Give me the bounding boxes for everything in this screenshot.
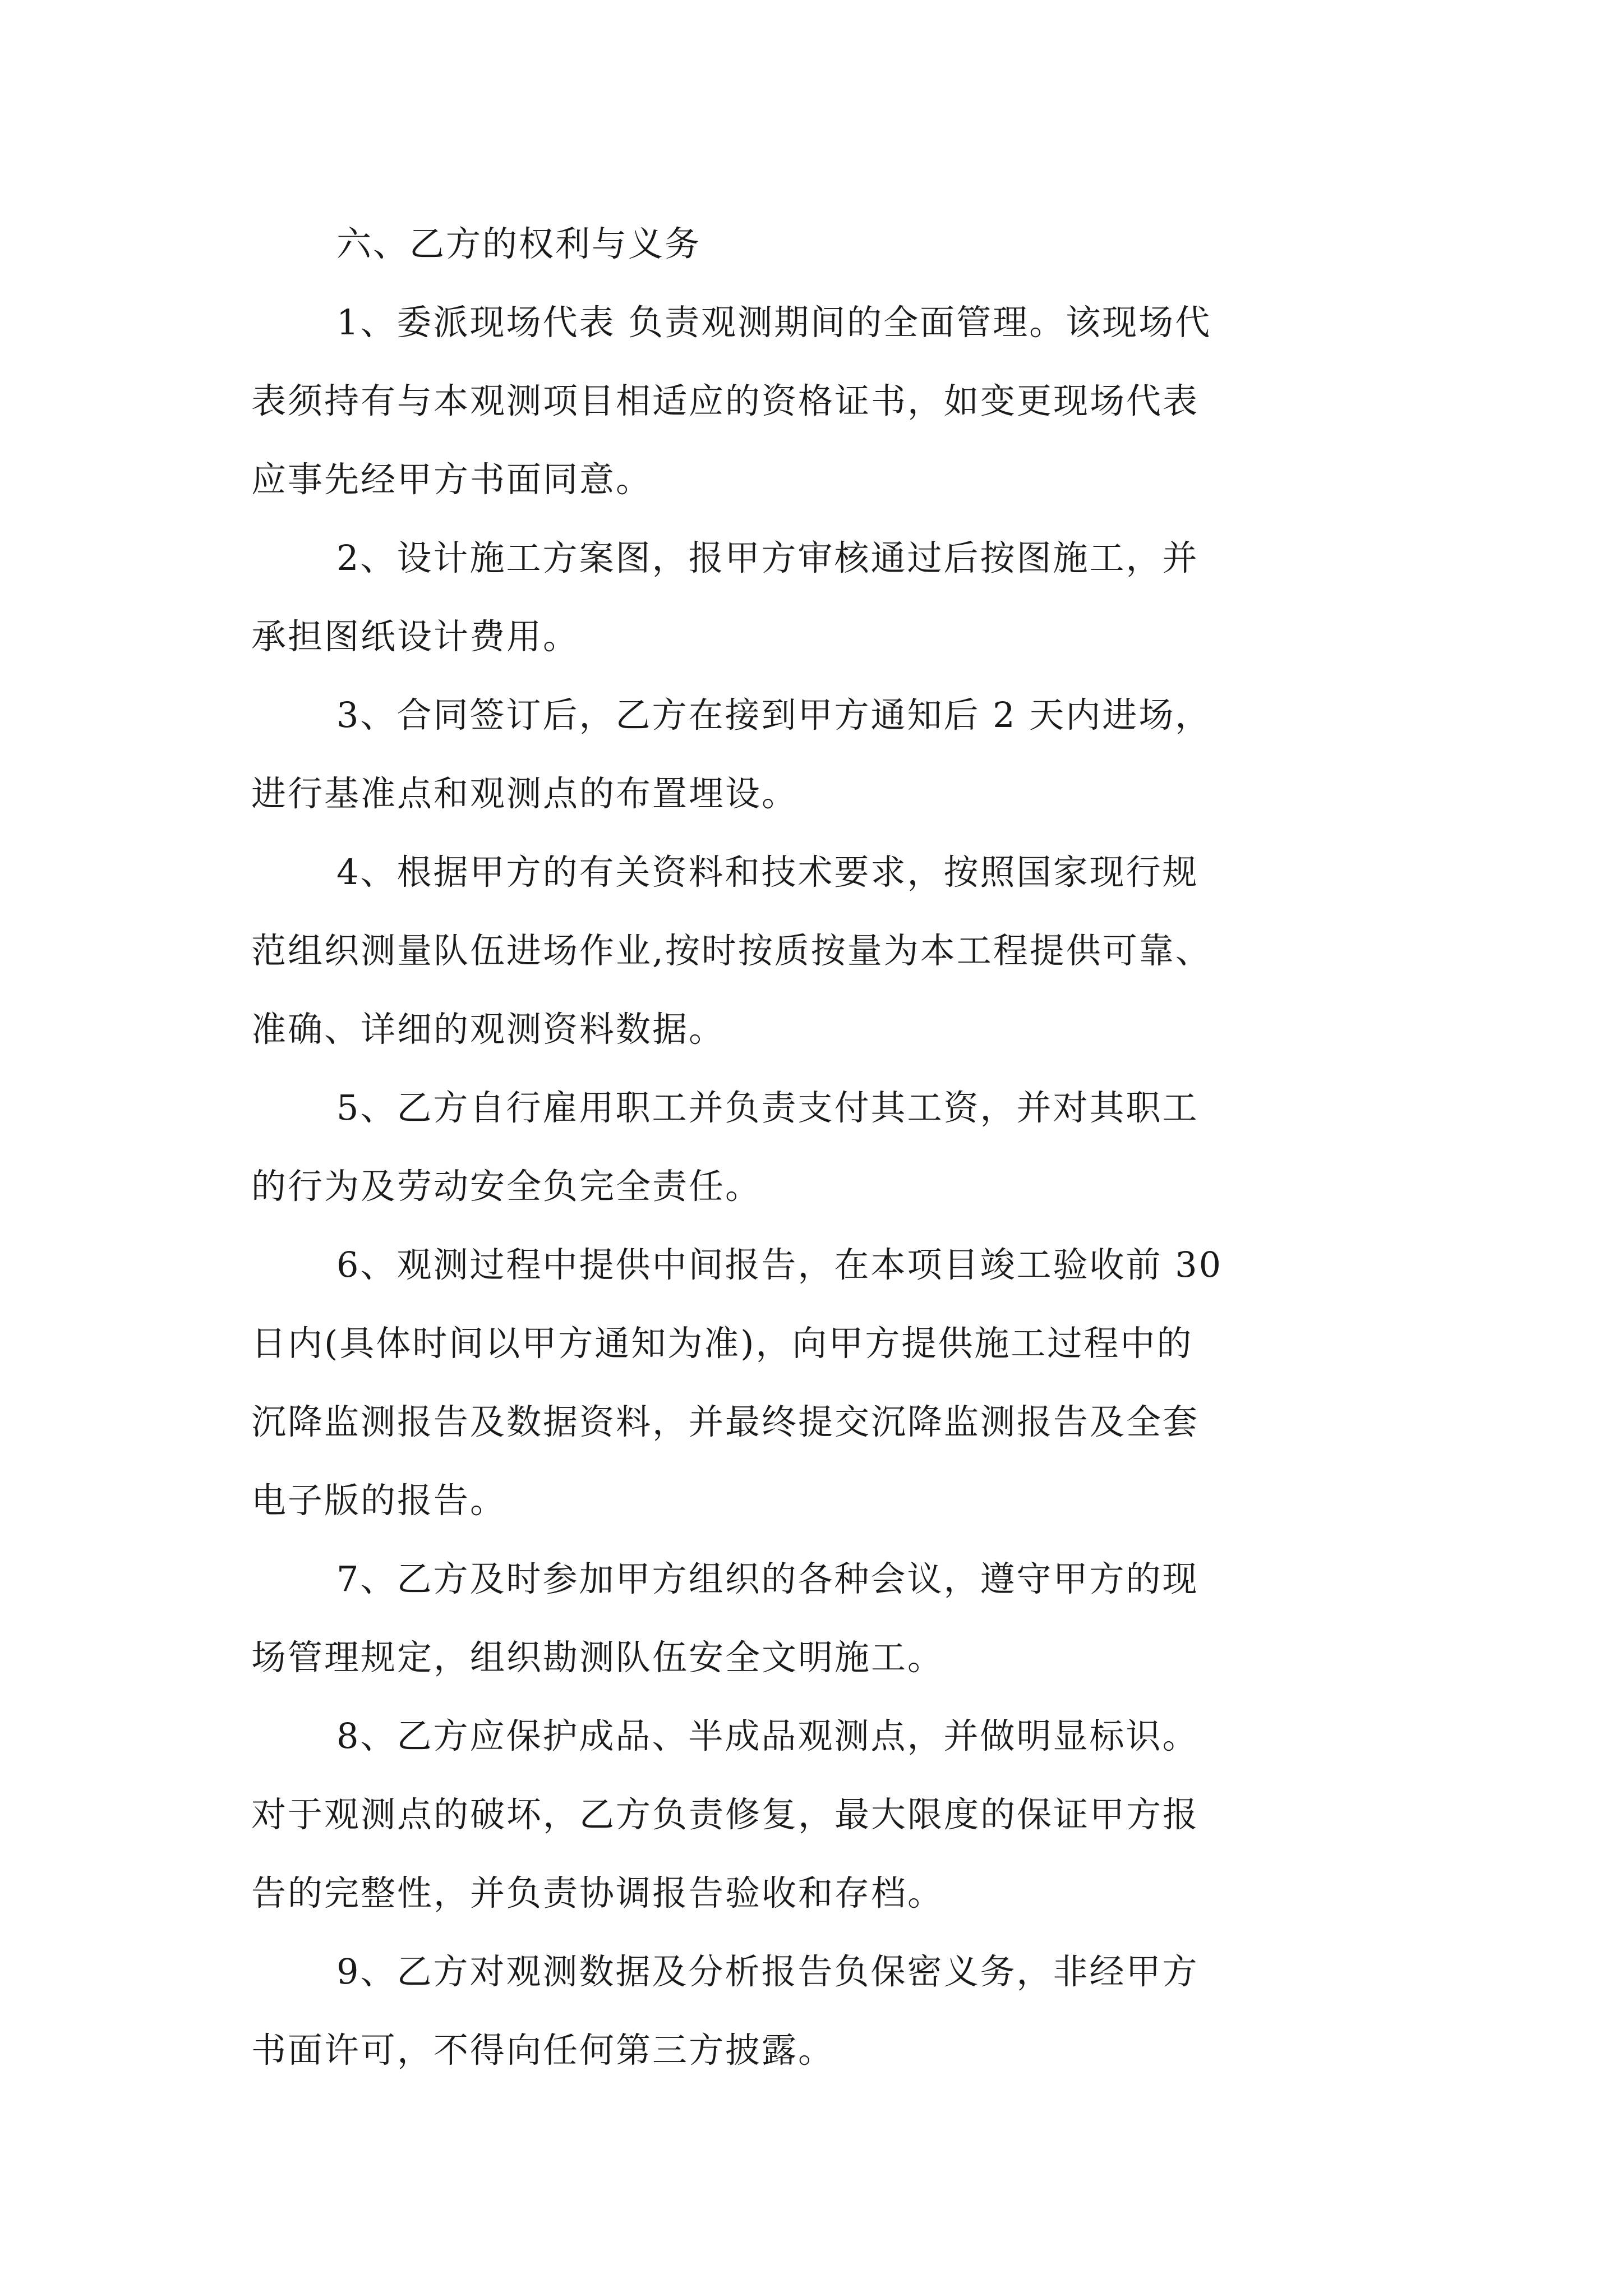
item-9-line-1: 9、乙方对观测数据及分析报告负保密义务，非经甲方 (336, 1951, 1199, 1992)
item-6-line-3: 沉降监测报告及数据资料，并最终提交沉降监测报告及全套 (251, 1401, 1200, 1442)
item-5-line-1: 5、乙方自行雇用职工并负责支付其工资，并对其职工 (336, 1087, 1199, 1128)
section-heading: 六、乙方的权利与义务 (336, 223, 702, 264)
item-2-line-1: 2、设计施工方案图，报甲方审核通过后按图施工，并 (336, 537, 1199, 578)
item-6-line-4: 电子版的报告。 (251, 1480, 507, 1521)
item-5-line-2: 的行为及劳动安全负完全责任。 (251, 1166, 762, 1207)
item-8-line-1: 8、乙方应保护成品、半成品观测点，并做明显标识。 (336, 1715, 1199, 1756)
item-8-line-2: 对于观测点的破坏，乙方负责修复，最大限度的保证甲方报 (251, 1794, 1200, 1835)
item-6-line-2: 日内(具体时间以甲方通知为准)，向甲方提供施工过程中的 (251, 1323, 1193, 1364)
item-9-line-2: 书面许可，不得向任何第三方披露。 (251, 2030, 835, 2070)
item-3-line-1: 3、合同签订后，乙方在接到甲方通知后 2 天内进场， (336, 694, 1212, 735)
item-2-line-2: 承担图纸设计费用。 (251, 616, 580, 657)
item-1-line-2: 表须持有与本观测项目相适应的资格证书，如变更现场代表 (251, 380, 1200, 421)
item-1-line-1: 1、委派现场代表 负责观测期间的全面管理。该现场代 (336, 302, 1212, 343)
item-7-line-1: 7、乙方及时参加甲方组织的各种会议，遵守甲方的现 (336, 1558, 1199, 1599)
item-7-line-2: 场管理规定，组织勘测队伍安全文明施工。 (251, 1637, 944, 1678)
item-4-line-1: 4、根据甲方的有关资料和技术要求，按照国家现行规 (336, 852, 1199, 892)
item-6-line-1: 6、观测过程中提供中间报告，在本项目竣工验收前 30 (336, 1244, 1223, 1285)
item-4-line-3: 准确、详细的观测资料数据。 (251, 1009, 726, 1050)
item-1-line-3: 应事先经甲方书面同意。 (251, 459, 653, 500)
item-4-line-2: 范组织测量队伍进场作业,按时按质按量为本工程提供可靠、 (251, 930, 1212, 971)
item-8-line-3: 告的完整性，并负责协调报告验收和存档。 (251, 1872, 944, 1913)
item-3-line-2: 进行基准点和观测点的布置埋设。 (251, 773, 799, 814)
